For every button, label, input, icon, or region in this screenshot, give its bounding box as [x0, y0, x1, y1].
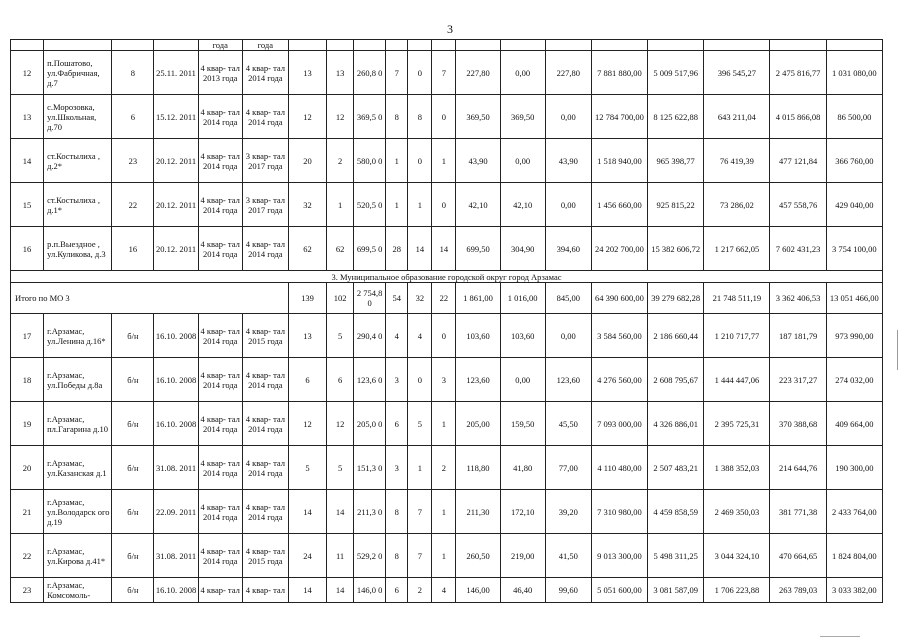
table-cell: 925 815,22: [648, 183, 704, 227]
table-cell: 1 706 223,88: [704, 578, 770, 603]
table-cell: 103,60: [456, 314, 500, 358]
table-cell: 8: [408, 95, 432, 139]
total-cell: 3 362 406,53: [770, 283, 826, 314]
total-cell: 39 279 682,28: [648, 283, 704, 314]
table-cell: [112, 40, 154, 51]
table-cell: 366 760,00: [826, 139, 882, 183]
table-cell: 20.12. 2011: [154, 139, 198, 183]
table-cell: [591, 40, 647, 51]
table-cell: 3 квар- тал 2017 года: [242, 139, 288, 183]
table-cell: 16.10. 2008: [154, 314, 198, 358]
scan-edge-mark: [820, 636, 860, 637]
table-cell: 45,50: [545, 402, 591, 446]
table-cell: 15.12. 2011: [154, 95, 198, 139]
table-cell: 4 квар- тал 2014 года: [242, 490, 288, 534]
table-cell: 0: [408, 51, 432, 95]
table-cell: 369,50: [500, 95, 545, 139]
table-cell: 4 квар- тал 2014 года: [198, 227, 242, 271]
table-cell: 7: [432, 51, 456, 95]
table-cell: 0,00: [545, 183, 591, 227]
table-cell: 8: [386, 534, 408, 578]
table-cell: 5 051 600,00: [591, 578, 647, 603]
table-cell: 8: [386, 490, 408, 534]
table-cell: 1 824 804,00: [826, 534, 882, 578]
table-cell: 6: [327, 358, 354, 402]
table-cell: б/н: [112, 358, 154, 402]
table-cell: 23: [112, 139, 154, 183]
total-cell: 13 051 466,00: [826, 283, 882, 314]
table-cell: 1: [408, 183, 432, 227]
table-cell: 6: [288, 358, 326, 402]
table-cell: 394,60: [545, 227, 591, 271]
table-cell: 205,00: [456, 402, 500, 446]
table-row: [11, 578, 883, 603]
table-cell: 580,0 0: [354, 139, 386, 183]
table-cell: 18: [11, 358, 44, 402]
table-cell: 1: [327, 183, 354, 227]
table-cell: 20.12. 2011: [154, 183, 198, 227]
table-cell: 5: [408, 402, 432, 446]
table-cell: 22.09. 2011: [154, 490, 198, 534]
table-cell: 4 квар- тал 2013 года: [198, 51, 242, 95]
table-cell: 77,00: [545, 446, 591, 490]
table-cell: 973 990,00: [826, 314, 882, 358]
table-cell: 260,50: [456, 534, 500, 578]
table-cell: 6: [386, 578, 408, 603]
table-cell: 219,00: [500, 534, 545, 578]
table-cell: 4 квар- тал 2014 года: [242, 446, 288, 490]
table-cell: 643 211,04: [704, 95, 770, 139]
table-cell: 965 398,77: [648, 139, 704, 183]
table-cell: 20: [288, 139, 326, 183]
table-cell: 42,10: [500, 183, 545, 227]
table-cell: 24: [288, 534, 326, 578]
table-cell: [826, 40, 882, 51]
table-cell: 16: [11, 227, 44, 271]
table-cell: 42,10: [456, 183, 500, 227]
table-cell: 14: [11, 139, 44, 183]
address-cell: п.Пошатово, ул.Фабричная, д.7: [44, 51, 112, 95]
address-cell: ст.Костылиха , д.1*: [44, 183, 112, 227]
table-cell: 20: [11, 446, 44, 490]
table-cell: 2: [327, 139, 354, 183]
address-cell: г.Арзамас, ул.Победы д.8а: [44, 358, 112, 402]
table-cell: 12: [11, 51, 44, 95]
table-row: [11, 534, 883, 578]
table-cell: 699,5 0: [354, 227, 386, 271]
table-cell: 14: [327, 578, 354, 603]
table-cell: 1 518 940,00: [591, 139, 647, 183]
table-cell: 7 602 431,23: [770, 227, 826, 271]
table-cell: [648, 40, 704, 51]
table-cell: 3: [386, 358, 408, 402]
table-cell: 369,50: [456, 95, 500, 139]
table-cell: [432, 40, 456, 51]
table-cell: 39,20: [545, 490, 591, 534]
table-cell: 31.08. 2011: [154, 446, 198, 490]
table-cell: 4 квар- тал 2014 года: [198, 314, 242, 358]
table-cell: 16.10. 2008: [154, 358, 198, 402]
table-cell: 103,60: [500, 314, 545, 358]
address-cell: г.Арзамас, ул.Кирова д.41*: [44, 534, 112, 578]
table-cell: 21: [11, 490, 44, 534]
total-row: [11, 283, 883, 314]
table-cell: 0,00: [545, 314, 591, 358]
table-cell: 2 433 764,00: [826, 490, 882, 534]
section-header-row: [11, 271, 883, 283]
section-title: 3. Муниципальное образование городской округ город Арзамас: [11, 271, 883, 283]
table-cell: 5: [327, 314, 354, 358]
table-cell: 4 квар- тал 2014 года: [198, 95, 242, 139]
table-cell: 2 395 725,31: [704, 402, 770, 446]
table-cell: 1 456 660,00: [591, 183, 647, 227]
table-cell: 86 500,00: [826, 95, 882, 139]
table-cell: [354, 40, 386, 51]
table-cell: 4 квар- тал 2014 года: [198, 490, 242, 534]
table-cell: 43,90: [456, 139, 500, 183]
address-cell: г.Арзамас, ул.Казанская д.1: [44, 446, 112, 490]
total-cell: 102: [327, 283, 354, 314]
table-cell: б/н: [112, 402, 154, 446]
table-cell: 187 181,79: [770, 314, 826, 358]
table-cell: 4 квар- тал 2014 года: [242, 51, 288, 95]
table-cell: 260,8 0: [354, 51, 386, 95]
address-cell: с.Морозовка, ул.Школьная, д.70: [44, 95, 112, 139]
table-cell: 190 300,00: [826, 446, 882, 490]
table-cell: 409 664,00: [826, 402, 882, 446]
table-cell: 14: [408, 227, 432, 271]
table-cell: 5 498 311,25: [648, 534, 704, 578]
table-cell: 477 121,84: [770, 139, 826, 183]
table-cell: 31.08. 2011: [154, 534, 198, 578]
table-cell: 12 784 700,00: [591, 95, 647, 139]
table-cell: 4 326 886,01: [648, 402, 704, 446]
table-cell: 4 276 560,00: [591, 358, 647, 402]
continued-row: [11, 40, 883, 51]
table-cell: [408, 40, 432, 51]
table-row: [11, 95, 883, 139]
table-cell: 9 013 300,00: [591, 534, 647, 578]
table-cell: [11, 40, 44, 51]
table-cell: 2 186 660,44: [648, 314, 704, 358]
table-cell: 123,6 0: [354, 358, 386, 402]
table-cell: 0: [432, 95, 456, 139]
table-cell: 4 квар- тал 2014 года: [198, 358, 242, 402]
table-cell: 1 031 080,00: [826, 51, 882, 95]
table-cell: 4 квар- тал 2015 года: [242, 314, 288, 358]
table-cell: 3: [432, 358, 456, 402]
table-cell: 151,3 0: [354, 446, 386, 490]
table-cell: 14: [432, 227, 456, 271]
table-cell: 17: [11, 314, 44, 358]
table-cell: 5: [327, 446, 354, 490]
table-cell: 32: [288, 183, 326, 227]
table-cell: 8: [386, 95, 408, 139]
address-cell: г.Арзамас, ул.Ленина д.16*: [44, 314, 112, 358]
table-cell: 4: [432, 578, 456, 603]
total-cell: 139: [288, 283, 326, 314]
table-cell: 15: [11, 183, 44, 227]
table-cell: 76 419,39: [704, 139, 770, 183]
table-cell: 4 квар- тал 2014 года: [198, 534, 242, 578]
table-cell: 14: [288, 578, 326, 603]
table-cell: 290,4 0: [354, 314, 386, 358]
table-cell: 1 210 717,77: [704, 314, 770, 358]
table-cell: 1: [386, 139, 408, 183]
table-cell: 123,60: [545, 358, 591, 402]
address-cell: ст.Костылиха , д.2*: [44, 139, 112, 183]
table-cell: 4 квар- тал 2015 года: [242, 534, 288, 578]
table-cell: 4 015 866,08: [770, 95, 826, 139]
table-cell: [456, 40, 500, 51]
table-cell: 4 квар- тал 2014 года: [198, 139, 242, 183]
table-row: [11, 314, 883, 358]
table-row: [11, 51, 883, 95]
table-cell: 4 квар- тал 2014 года: [198, 402, 242, 446]
table-cell: 1: [432, 490, 456, 534]
table-cell: 7: [408, 534, 432, 578]
table-cell: 14: [288, 490, 326, 534]
table-cell: 4 квар- тал 2014 года: [242, 95, 288, 139]
table-cell: 396 545,27: [704, 51, 770, 95]
total-cell: 64 390 600,00: [591, 283, 647, 314]
table-cell: 99,60: [545, 578, 591, 603]
table-cell: 22: [11, 534, 44, 578]
table-cell: [770, 40, 826, 51]
table-cell: года: [198, 40, 242, 51]
table-cell: б/н: [112, 578, 154, 603]
table-cell: 15 382 606,72: [648, 227, 704, 271]
table-cell: 123,60: [456, 358, 500, 402]
address-cell: [44, 40, 112, 51]
table-cell: б/н: [112, 490, 154, 534]
table-cell: 24 202 700,00: [591, 227, 647, 271]
page-number: 3: [447, 22, 453, 36]
table-cell: 3 квар- тал 2017 года: [242, 183, 288, 227]
table-cell: [545, 40, 591, 51]
table-cell: 12: [327, 402, 354, 446]
table-cell: 274 032,00: [826, 358, 882, 402]
table-cell: 12: [327, 95, 354, 139]
table-row: [11, 490, 883, 534]
total-label: Итого по МО 3: [11, 283, 289, 314]
table-cell: 0: [408, 358, 432, 402]
table-cell: 4 квар- тал: [242, 578, 288, 603]
table-cell: 0,00: [500, 139, 545, 183]
table-cell: 5: [288, 446, 326, 490]
table-cell: 28: [386, 227, 408, 271]
table-cell: 73 286,02: [704, 183, 770, 227]
table-cell: 263 789,03: [770, 578, 826, 603]
table-cell: 214 644,76: [770, 446, 826, 490]
table-cell: 470 664,65: [770, 534, 826, 578]
table-cell: 6: [112, 95, 154, 139]
table-cell: 699,50: [456, 227, 500, 271]
table-cell: 381 771,38: [770, 490, 826, 534]
table-cell: 5 009 517,96: [648, 51, 704, 95]
address-cell: г.Арзамас, пл.Гагарина д.10: [44, 402, 112, 446]
table-cell: 7: [386, 51, 408, 95]
table-cell: 13: [288, 51, 326, 95]
table-cell: [704, 40, 770, 51]
table-cell: 1: [432, 534, 456, 578]
table-cell: 1: [432, 402, 456, 446]
table-cell: 1: [408, 446, 432, 490]
table-cell: 0: [432, 183, 456, 227]
table-cell: 16.10. 2008: [154, 578, 198, 603]
table-cell: 227,80: [545, 51, 591, 95]
table-row: [11, 139, 883, 183]
table-cell: [500, 40, 545, 51]
table-cell: 8 125 622,88: [648, 95, 704, 139]
table-cell: 3 044 324,10: [704, 534, 770, 578]
table-cell: 7 881 880,00: [591, 51, 647, 95]
table-cell: 13: [327, 51, 354, 95]
table-cell: 2 507 483,21: [648, 446, 704, 490]
table-cell: 16: [112, 227, 154, 271]
table-cell: 3 081 587,09: [648, 578, 704, 603]
total-cell: 21 748 511,19: [704, 283, 770, 314]
total-cell: 1 016,00: [500, 283, 545, 314]
table-cell: 1: [386, 183, 408, 227]
table-cell: 1: [432, 139, 456, 183]
table-cell: 3 033 382,00: [826, 578, 882, 603]
table-cell: 2: [432, 446, 456, 490]
address-cell: р.п.Выездное , ул.Куликова, д.3: [44, 227, 112, 271]
table-cell: 7 310 980,00: [591, 490, 647, 534]
total-cell: 2 754,8 0: [354, 283, 386, 314]
table-cell: [386, 40, 408, 51]
total-cell: 32: [408, 283, 432, 314]
table-cell: 3 584 560,00: [591, 314, 647, 358]
table-cell: 41,80: [500, 446, 545, 490]
table-row: [11, 358, 883, 402]
table-cell: 43,90: [545, 139, 591, 183]
table-cell: 457 558,76: [770, 183, 826, 227]
table-cell: 1 388 352,03: [704, 446, 770, 490]
table-cell: 20.12. 2011: [154, 227, 198, 271]
table-cell: 16.10. 2008: [154, 402, 198, 446]
table-cell: 14: [327, 490, 354, 534]
address-cell: г.Арзамас, Комсомоль-: [44, 578, 112, 603]
table-cell: 529,2 0: [354, 534, 386, 578]
table-cell: 13: [11, 95, 44, 139]
table-cell: 223 317,27: [770, 358, 826, 402]
table-cell: [154, 40, 198, 51]
scan-edge-mark: [897, 330, 898, 370]
table-cell: 25.11. 2011: [154, 51, 198, 95]
table-cell: [327, 40, 354, 51]
table-cell: года: [242, 40, 288, 51]
table-cell: 4 квар- тал 2014 года: [198, 446, 242, 490]
table-cell: 369,5 0: [354, 95, 386, 139]
table-cell: 12: [288, 95, 326, 139]
table-cell: 118,80: [456, 446, 500, 490]
table-row: [11, 446, 883, 490]
table-cell: 4: [408, 314, 432, 358]
total-cell: 54: [386, 283, 408, 314]
table-cell: 41,50: [545, 534, 591, 578]
table-cell: 0,00: [545, 95, 591, 139]
table-cell: 46,40: [500, 578, 545, 603]
total-cell: 845,00: [545, 283, 591, 314]
table-row: [11, 402, 883, 446]
table-cell: 146,00: [456, 578, 500, 603]
table-cell: 62: [288, 227, 326, 271]
table-cell: 520,5 0: [354, 183, 386, 227]
table-cell: 12: [288, 402, 326, 446]
table-cell: 205,0 0: [354, 402, 386, 446]
table-cell: 4: [386, 314, 408, 358]
table-cell: 2: [408, 578, 432, 603]
table-cell: 4 459 858,59: [648, 490, 704, 534]
table-cell: [288, 40, 326, 51]
table-cell: 304,90: [500, 227, 545, 271]
table-cell: 4 квар- тал 2014 года: [242, 358, 288, 402]
table-cell: 0,00: [500, 51, 545, 95]
table-cell: 4 квар- тал 2014 года: [242, 402, 288, 446]
table-cell: 2 608 795,67: [648, 358, 704, 402]
table-cell: 22: [112, 183, 154, 227]
table-cell: 3: [386, 446, 408, 490]
table-cell: 11: [327, 534, 354, 578]
table-cell: 172,10: [500, 490, 545, 534]
table-cell: 211,30: [456, 490, 500, 534]
table-cell: 0: [408, 139, 432, 183]
address-cell: г.Арзамас, ул.Володарск ого д.19: [44, 490, 112, 534]
table-cell: 227,80: [456, 51, 500, 95]
table-cell: 370 388,68: [770, 402, 826, 446]
table-row: [11, 183, 883, 227]
table-cell: б/н: [112, 534, 154, 578]
table-cell: 7 093 000,00: [591, 402, 647, 446]
table-cell: 23: [11, 578, 44, 603]
table-cell: 2 475 816,77: [770, 51, 826, 95]
table-cell: 4 квар- тал: [198, 578, 242, 603]
table-cell: б/н: [112, 314, 154, 358]
total-cell: 1 861,00: [456, 283, 500, 314]
table-cell: 159,50: [500, 402, 545, 446]
table-cell: б/н: [112, 446, 154, 490]
table-row: [11, 227, 883, 271]
table-cell: 2 469 350,03: [704, 490, 770, 534]
table-cell: 19: [11, 402, 44, 446]
total-cell: 22: [432, 283, 456, 314]
housing-program-table: [10, 39, 883, 603]
table-cell: 4 110 480,00: [591, 446, 647, 490]
table-cell: 6: [386, 402, 408, 446]
table-cell: 7: [408, 490, 432, 534]
table-cell: 0: [432, 314, 456, 358]
table-cell: 3 754 100,00: [826, 227, 882, 271]
table-cell: 8: [112, 51, 154, 95]
table-cell: 4 квар- тал 2014 года: [242, 227, 288, 271]
table-cell: 429 040,00: [826, 183, 882, 227]
table-cell: 0,00: [500, 358, 545, 402]
table-cell: 211,3 0: [354, 490, 386, 534]
table-cell: 1 444 447,06: [704, 358, 770, 402]
table-cell: 146,0 0: [354, 578, 386, 603]
table-cell: 1 217 662,05: [704, 227, 770, 271]
table-cell: 4 квар- тал 2014 года: [198, 183, 242, 227]
table-cell: 13: [288, 314, 326, 358]
table-cell: 62: [327, 227, 354, 271]
